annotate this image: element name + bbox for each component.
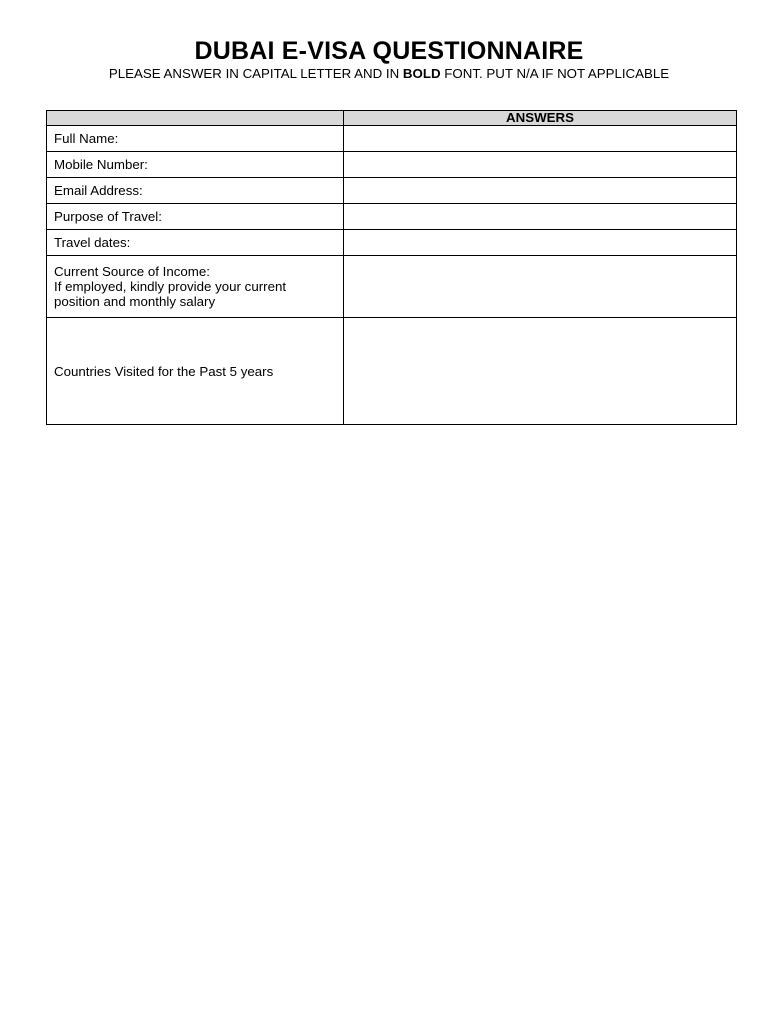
table-row-email-address bbox=[47, 178, 737, 204]
question-countries-visited: Countries Visited for the Past 5 years bbox=[47, 318, 344, 425]
instruction-text bbox=[0, 66, 768, 82]
table-row-travel-dates bbox=[47, 230, 737, 256]
instruction-text-bold: BOLD bbox=[402, 66, 441, 81]
answer-mobile-number[interactable] bbox=[344, 152, 737, 178]
question-source-of-income-line: If employed, kindly provide your current bbox=[54, 279, 287, 294]
answer-source-of-income[interactable] bbox=[344, 256, 737, 318]
question-column-header bbox=[47, 111, 344, 126]
table-row-source-of-income bbox=[47, 256, 737, 318]
document-title: DUBAI E-VISA QUESTIONNAIRE bbox=[194, 37, 584, 65]
table-row-mobile-number bbox=[47, 152, 737, 178]
answer-purpose-of-travel[interactable] bbox=[344, 204, 737, 230]
table-row-countries-visited bbox=[47, 318, 737, 425]
question-travel-dates: Travel dates: bbox=[47, 230, 344, 256]
question-email-address: Email Address: bbox=[47, 178, 344, 204]
question-mobile-number: Mobile Number: bbox=[47, 152, 344, 178]
questionnaire-table bbox=[46, 110, 737, 425]
answer-email-address[interactable] bbox=[344, 178, 737, 204]
question-source-of-income bbox=[47, 256, 344, 318]
question-purpose-of-travel: Purpose of Travel: bbox=[47, 204, 344, 230]
answers-column-header: ANSWERS bbox=[344, 111, 737, 126]
table-header-row bbox=[47, 111, 737, 126]
question-source-of-income-line: Current Source of Income: bbox=[54, 264, 210, 279]
table-row-full-name bbox=[47, 126, 737, 152]
instruction-text-start: PLEASE ANSWER IN CAPITAL LETTER AND IN bbox=[108, 66, 403, 81]
question-full-name: Full Name: bbox=[47, 126, 344, 152]
table-row-purpose-of-travel bbox=[47, 204, 737, 230]
question-source-of-income-line: position and monthly salary bbox=[54, 294, 216, 309]
instruction-text-end: FONT. PUT N/A IF NOT APPLICABLE bbox=[440, 66, 670, 81]
answer-full-name[interactable] bbox=[344, 126, 737, 152]
answer-countries-visited[interactable] bbox=[344, 318, 737, 425]
answer-travel-dates[interactable] bbox=[344, 230, 737, 256]
